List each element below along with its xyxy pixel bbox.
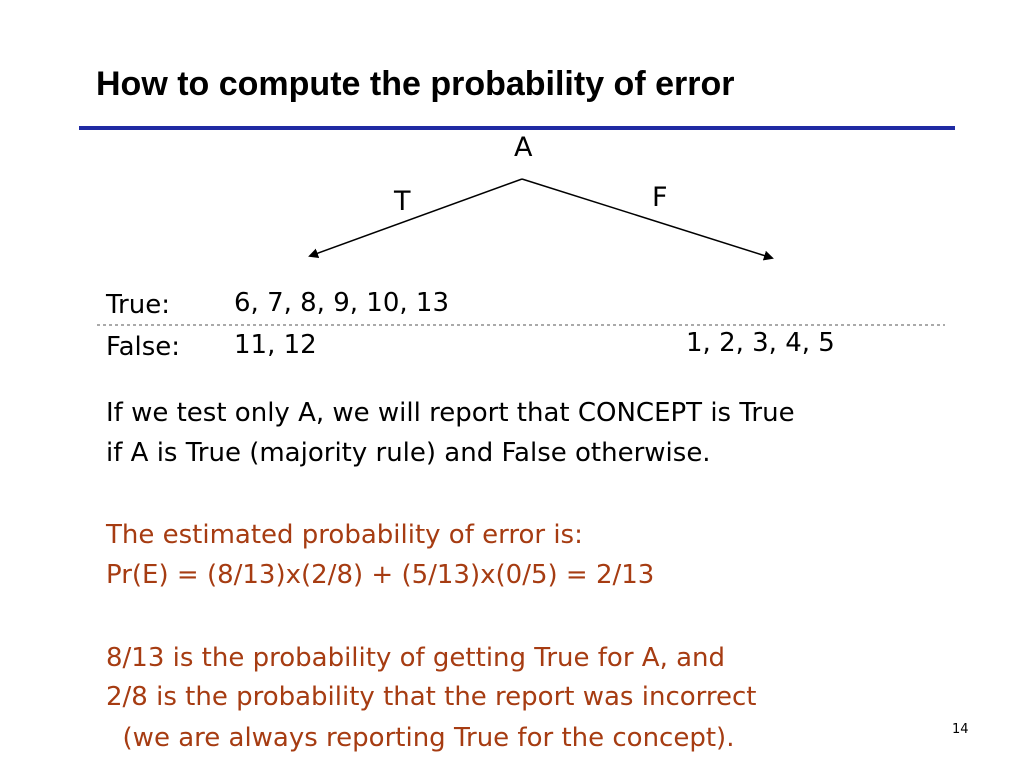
true-branch-label: T [394, 186, 411, 217]
slide-title: How to compute the probability of error [96, 65, 735, 103]
intro-line-2: if A is True (majority rule) and False otherwise. [106, 438, 711, 468]
estimate-formula: Pr(E) = (8/13)x(2/8) + (5/13)x(0/5) = 2/13 [106, 560, 655, 590]
left-true-values: 6, 7, 8, 9, 10, 13 [234, 288, 449, 318]
explanation-line-3: (we are always reporting True for the concept). [106, 723, 735, 753]
right-branch-arrow [522, 179, 772, 258]
estimate-heading: The estimated probability of error is: [106, 520, 583, 550]
left-false-values: 11, 12 [234, 330, 317, 360]
left-branch-arrow [310, 179, 522, 256]
root-node-label: A [514, 132, 533, 163]
true-row-label: True: [106, 290, 170, 320]
slide-number: 14 [952, 722, 969, 737]
explanation-line-1: 8/13 is the probability of getting True for A, and [106, 643, 726, 673]
false-row-label: False: [106, 332, 181, 362]
right-false-values: 1, 2, 3, 4, 5 [686, 328, 835, 358]
explanation-line-2: 2/8 is the probability that the report was incorrect [106, 682, 757, 712]
intro-line-1: If we test only A, we will report that CONCEPT is True [106, 398, 795, 428]
false-branch-label: F [652, 182, 668, 213]
